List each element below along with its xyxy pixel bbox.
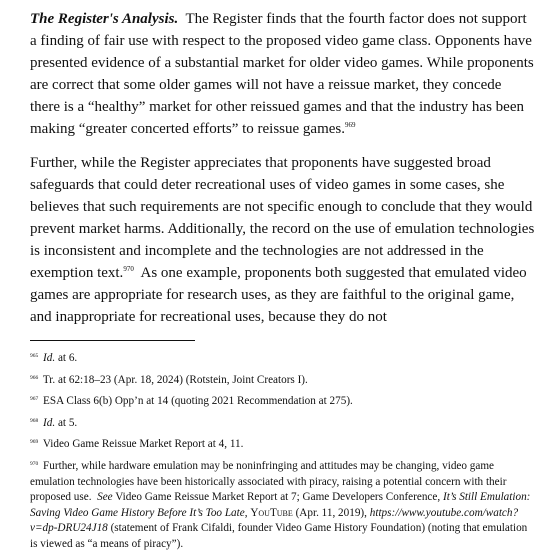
footnote-comma: , [244,506,248,519]
footnote-text: Tr. at 62:18–23 (Apr. 18, 2024) (Rotstein, Joint Creators I). [42,373,308,386]
footnote-number: 970 [30,460,39,467]
footnotes [30,351,535,553]
footnote-number: 965 [30,353,39,359]
footnote-969 [30,437,535,453]
footnote-number: 967 [30,396,39,403]
footnote-text: Video Game Reissue Market Report at 4, 11. [42,438,244,451]
footnote-968 [30,416,535,432]
source-url-link[interactable]: https://www.youtube.com/watch?v=dp-DRU24J18 [30,506,519,535]
paragraph-text: Further, while the Register appreciates that proponents have suggested broad safeguards that could deter recreational uses of video games in some cases, she believes that such requirements are not specific enough to conclude that they would prevent market harms. Additionally, the record on the use of emulation technologies is inconsistent and incomplete and the technologies are not addressed in the exemption text. [30,155,535,281]
footnote-text: Further, while hardware emulation may be noninfringing and attitudes may be changing, video game emulation technologies have been historically associated with piracy, raising a potential concern with their proposed use. [30,459,507,504]
video-title: It’s Still Emulation: Saving Video Game History Before It’s Too Late [30,491,531,519]
paragraph-registers-analysis [30,8,535,140]
footnote-divider [30,340,195,341]
paragraph-text: The Register finds that the fourth factor does not support a finding of fair use with respect to the proposed video game class. Opponents have presented evidence of a substantial market for older video games. While proponents are correct that some older games will not have a reissue market, they concede there is a “healthy” market for other reissued games and that the industry has been making “greater concerted efforts” to reissue games. [30,11,534,137]
footnote-text: at 5. [55,416,78,429]
footnote-967 [30,394,535,410]
paragraph-text-continued: As one example, proponents both suggested that emulated video games are appropriate for research uses, as they are faithful to the original game, and inappropriate for recreational uses, because they do not [30,265,527,325]
signal-see: See [97,491,113,504]
section-heading: The Register's Analysis. [30,11,179,27]
footnote-970 [30,459,535,553]
footnote-number: 968 [30,417,39,424]
footnote-ref[interactable]: 969 [345,121,356,129]
footnote-text: (Apr. 11, 2019), [295,506,367,519]
footnote-text: (statement of Frank Cifaldi, founder Video Game History Foundation) (noting that emulation is viewed as “a means of piracy”). [30,522,528,550]
source-name: YouTube [250,506,293,519]
footnote-text: ESA Class 6(b) Opp’n at 14 (quoting 2021 Recommendation at 275). [43,395,353,408]
paragraph-emulation [30,152,535,328]
footnote-number: 969 [30,439,39,446]
footnote-text: at 6. [55,352,78,364]
footnote-965 [30,351,535,367]
footnote-italic: Id. [43,352,56,364]
footnote-text: Video Game Reissue Market Report at 7; Game Developers Conference, [115,491,441,504]
footnote-966 [30,373,535,389]
footnote-italic: Id. [43,416,56,429]
footnote-number: 966 [30,374,39,381]
document-page [30,8,535,559]
footnote-ref[interactable]: 970 [123,265,134,273]
